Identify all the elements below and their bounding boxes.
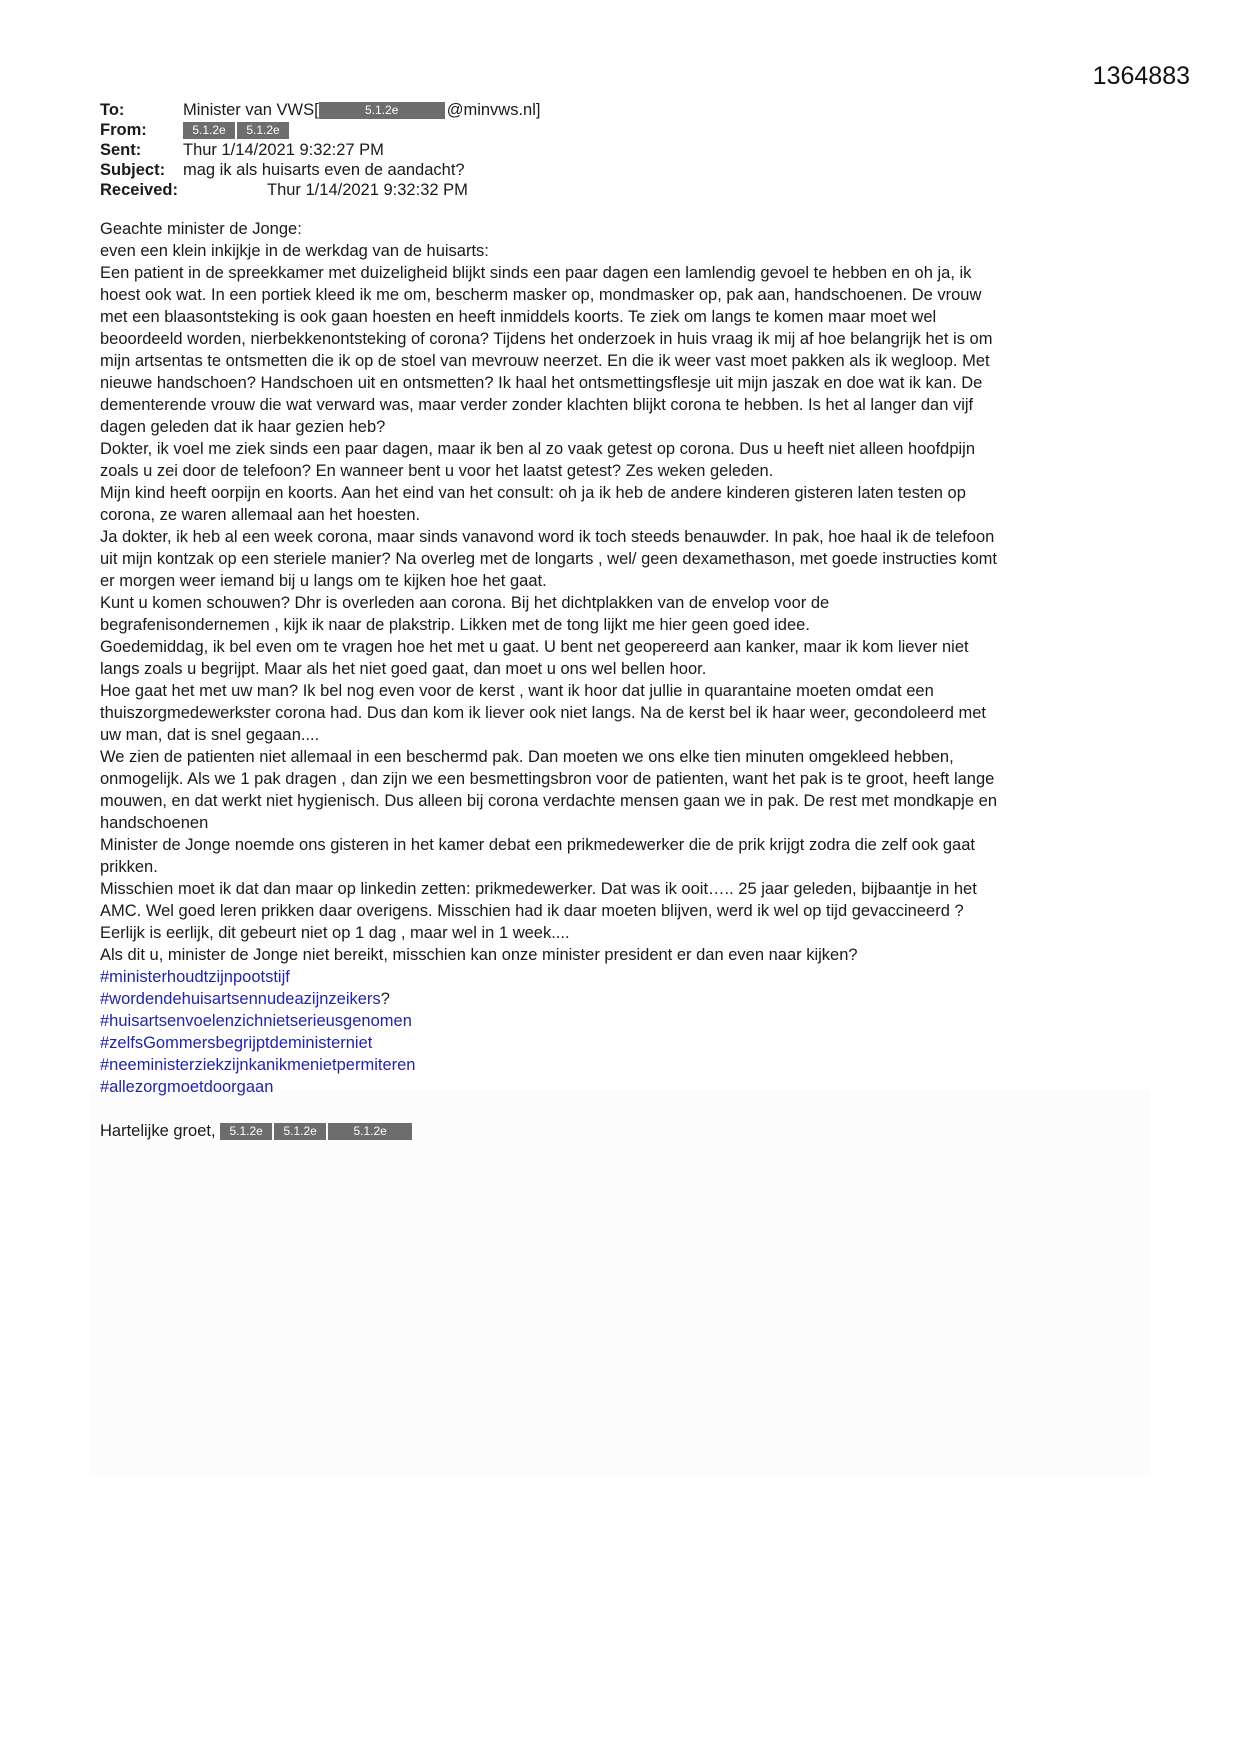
body-line: met een blaasontsteking is ook gaan hoesten en heeft inmiddels koorts. Te ziek om langs te komen maar moet wel [100,308,937,326]
received-row [100,180,540,200]
hashtag-list [100,966,1145,1098]
hashtag-link[interactable]: #zelfsGommersbegrijptdeministerniet [100,1034,373,1052]
body-line: Hoe gaat het met uw man? Ik bel nog even voor de kerst , want ik hoor dat jullie in quarantaine moeten omdat een [100,682,934,700]
body-line: Kunt u komen schouwen? Dhr is overleden aan corona. Bij het dichtplakken van de envelop voor de [100,594,830,612]
email-body [100,218,1145,1142]
hashtag-link[interactable]: #wordendehuisartsennudeazijnzeikers [100,990,381,1008]
body-line: mijn artsentas te ontsmetten die ik op de stoel van mevrouw neerzet. En die ik weer vast moet pakken als ik wegloop. Met [100,352,990,370]
hashtag-link[interactable]: #huisartsenvoelenzichnietserieusgenomen [100,1012,412,1030]
to-suffix: @minvws.nl] [446,101,541,119]
body-line: beoordeeld worden, nierbekkenontsteking of corona? Tijdens het onderzoek in huis vraag ik mij af hoe belangrijk het is om [100,330,993,348]
body-line: Misschien moet ik dat dan maar op linkedin zetten: prikmedewerker. Dat was ik ooit….. 25 jaar geleden, bijbaantje in het [100,880,977,898]
body-line: Dokter, ik voel me ziek sinds een paar dagen, maar ik ben al zo vaak getest op corona. Dus u heeft niet alleen hoofdpijn [100,440,976,458]
sent-label: Sent: [100,141,142,159]
subject-label: Subject: [100,161,166,179]
body-line: corona, ze waren allemaal aan het hoesten. [100,506,421,524]
body-line: Ja dokter, ik heb al een week corona, maar sinds vanavond word ik toch steeds benauwder. In pak, hoe haal ik de telefoon [100,528,995,546]
document-id: 1364883 [1092,62,1190,90]
body-line: Eerlijk is eerlijk, dit gebeurt niet op 1 dag , maar wel in 1 week.... [100,924,570,942]
redaction-block: 5.1.2e [183,122,235,139]
redaction-block: 5.1.2e [319,102,445,119]
sent-value: Thur 1/14/2021 9:32:27 PM [183,141,384,159]
body-line: Minister de Jonge noemde ons gisteren in het kamer debat een prikmedewerker die de prik krijgt zodra die zelf ook gaat [100,836,975,854]
body-line: dementerende vrouw die wat verward was, maar verder zonder klachten blijkt corona te hebben. Is het al langer dan vijf [100,396,974,414]
hashtag-line [100,1076,1145,1098]
hashtag-line [100,1010,1145,1032]
body-line: dagen geleden dat ik haar gezien heb? [100,418,386,436]
body-line: thuiszorgmedewerkster corona had. Dus dan kom ik liever ook niet langs. Na de kerst bel ik haar weer, gecondoleerd met [100,704,986,722]
body-line: er morgen weer iemand bij u langs om te kijken hoe het gaat. [100,572,547,590]
body-line: zoals u zei door de telefoon? En wanneer bent u voor het laatst getest? Zes weken geleden. [100,462,774,480]
hashtag-suffix: ? [380,990,390,1008]
from-label: From: [100,121,147,139]
from-value [183,120,291,140]
sent-row [100,140,540,160]
subject-value: mag ik als huisarts even de aandacht? [183,161,465,179]
body-line: even een klein inkijkje in de werkdag van de huisarts: [100,242,489,260]
body-lines [100,218,1145,966]
to-prefix: Minister van VWS[ [183,101,319,119]
body-line: Geachte minister de Jonge: [100,220,302,238]
body-line: begrafenisondernemen , kijk ik naar de plakstrip. Likken met de tong lijkt me hier geen goed idee. [100,616,810,634]
received-value: Thur 1/14/2021 9:32:32 PM [267,181,468,199]
body-line: mouwen, en dat werkt niet hygienisch. Dus alleen bij corona verdachte mensen gaan we in pak. De rest met mondkapje en [100,792,998,810]
hashtag-line [100,1054,1145,1076]
redaction-block: 5.1.2e [237,122,289,139]
received-label: Received: [100,181,178,199]
hashtag-link[interactable]: #ministerhoudtzijnpootstijf [100,968,290,986]
from-row [100,120,540,140]
closing-line [100,1120,1145,1142]
scan-background-area [90,1090,1150,1475]
body-line: uit mijn kontzak op een steriele manier? Na overleg met de longarts , wel/ geen dexamethason, met goede instructies komt [100,550,997,568]
hashtag-link[interactable]: #allezorgmoetdoorgaan [100,1078,274,1096]
body-line: handschoenen [100,814,209,832]
body-line: Een patient in de spreekkamer met duizeligheid blijkt sinds een paar dagen een lamlendig gevoel te hebben en oh ja, ik [100,264,972,282]
body-line: nieuwe handschoen? Handschoen uit en ontsmetten? Ik haal het ontsmettingsflesje uit mijn jaszak en doe wat ik kan. De [100,374,983,392]
body-line: Als dit u, minister de Jonge niet bereikt, misschien kan onze minister president er dan even naar kijken? [100,946,858,964]
redaction-block: 5.1.2e [220,1123,272,1140]
body-line: prikken. [100,858,158,876]
subject-row [100,160,540,180]
body-line: AMC. Wel goed leren prikken daar overigens. Misschien had ik daar moeten blijven, werd ik wel op tijd gevaccineerd ? [100,902,964,920]
closing-text: Hartelijke groet, [100,1122,216,1140]
hashtag-line [100,966,1145,988]
redaction-block: 5.1.2e [274,1123,326,1140]
body-line: Mijn kind heeft oorpijn en koorts. Aan het eind van het consult: oh ja ik heb de andere kinderen gisteren laten testen op [100,484,966,502]
hashtag-line [100,1032,1145,1054]
to-label: To: [100,101,125,119]
body-line: Goedemiddag, ik bel even om te vragen hoe het met u gaat. U bent net geopereerd aan kanker, maar ik kom liever niet [100,638,969,656]
body-line: onmogelijk. Als we 1 pak dragen , dan zijn we een besmettingsbron voor de patienten, want het pak is te groot, heeft lange [100,770,995,788]
hashtag-line [100,988,1145,1010]
email-header [100,100,540,200]
to-value [183,100,540,120]
hashtag-link[interactable]: #neeministerziekzijnkanikmenietpermiteren [100,1056,416,1074]
to-row [100,100,540,120]
body-line: hoest ook wat. In een portiek kleed ik me om, bescherm masker op, mondmasker op, pak aan, handschoenen. De vrouw [100,286,982,304]
body-line: langs zoals u begrijpt. Maar als het niet goed gaat, dan moet u ons wel bellen hoor. [100,660,707,678]
body-line: uw man, dat is snel gegaan.... [100,726,320,744]
redaction-block: 5.1.2e [328,1123,412,1140]
body-line: We zien de patienten niet allemaal in een beschermd pak. Dan moeten we ons elke tien minuten omgekleed hebben, [100,748,954,766]
